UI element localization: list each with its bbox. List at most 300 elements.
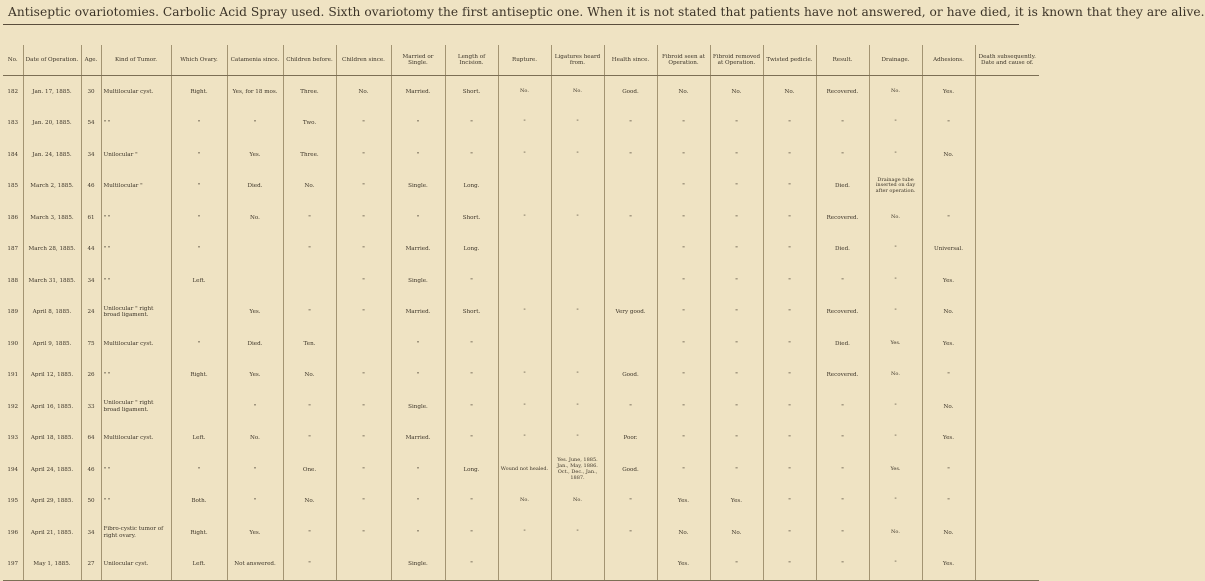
case-number-cell: 186 <box>7 214 19 221</box>
twisted-pedicle-cell: " <box>763 297 816 329</box>
adhesions-cell: No. <box>922 139 975 171</box>
result-cell: " <box>816 265 869 297</box>
children-before-cell: " <box>283 423 336 455</box>
table-row <box>3 549 1039 581</box>
case-number-cell: 192 <box>7 403 19 410</box>
drainage-cell: " <box>869 486 922 518</box>
fibroid-seen-cell: " <box>657 328 710 360</box>
death-subsequently-cell <box>975 391 1039 423</box>
catamenia-since-cell: " <box>227 391 283 423</box>
case-number-cell: 185 <box>7 183 19 190</box>
fibroid-removed-cell: " <box>710 297 763 329</box>
age-cell: 54 <box>81 108 101 140</box>
health-since-cell: Good. <box>604 76 657 108</box>
children-since-cell: " <box>336 297 391 329</box>
tumor-kind-cell: Multilocular cyst. <box>101 423 171 455</box>
result-cell: " <box>816 486 869 518</box>
death-subsequently-cell <box>975 139 1039 171</box>
death-subsequently-cell <box>975 486 1039 518</box>
tumor-kind-cell: Multilocular cyst. <box>101 76 171 108</box>
death-subsequently-cell <box>975 108 1039 140</box>
age-cell: 46 <box>81 454 101 486</box>
married-or-single-cell: Married. <box>391 423 445 455</box>
health-since-cell: Good. <box>604 454 657 486</box>
rupture-cell: " <box>498 391 551 423</box>
children-before-cell: Three. <box>283 76 336 108</box>
ligatures-heard-cell <box>551 328 604 360</box>
age-cell: 34 <box>81 265 101 297</box>
age-cell: 24 <box>81 297 101 329</box>
operation-date-cell: Jan. 20, 1885. <box>23 108 81 140</box>
drainage-cell: " <box>869 234 922 266</box>
catamenia-since-cell: Yes, for 18 mos. <box>227 76 283 108</box>
health-since-cell: " <box>604 517 657 549</box>
tumor-kind-cell: Multilocular " <box>101 171 171 203</box>
result-cell: " <box>816 423 869 455</box>
result-cell: " <box>816 517 869 549</box>
rupture-cell <box>498 328 551 360</box>
married-or-single-cell: " <box>391 139 445 171</box>
result-cell: Died. <box>816 171 869 203</box>
case-number-cell: 183 <box>7 120 19 127</box>
children-before-cell: Two. <box>283 108 336 140</box>
table-row <box>3 391 1039 423</box>
health-since-cell: " <box>604 108 657 140</box>
twisted-pedicle-cell: " <box>763 234 816 266</box>
twisted-pedicle-cell: " <box>763 391 816 423</box>
result-cell: Died. <box>816 328 869 360</box>
death-subsequently-cell <box>975 76 1039 108</box>
twisted-pedicle-cell: " <box>763 360 816 392</box>
result-cell: Recovered. <box>816 76 869 108</box>
death-subsequently-cell <box>975 265 1039 297</box>
rupture-cell <box>498 234 551 266</box>
children-since-cell: " <box>336 423 391 455</box>
children-since-cell: " <box>336 517 391 549</box>
column-header: Drainage. <box>869 45 922 76</box>
rupture-cell: " <box>498 297 551 329</box>
incision-length-cell: Long. <box>445 454 498 486</box>
married-or-single-cell: " <box>391 202 445 234</box>
age-cell: 46 <box>81 171 101 203</box>
health-since-cell <box>604 328 657 360</box>
adhesions-cell: No. <box>922 297 975 329</box>
death-subsequently-cell <box>975 297 1039 329</box>
ligatures-heard-cell: " <box>551 391 604 423</box>
catamenia-since-cell: " <box>227 454 283 486</box>
page-title: Antiseptic ovariotomies. Carbolic Acid Spray used. Sixth ovariotomy the first antiseptic one. When it is not stated that patients have not answered, or have died, it is known that they are alive. <box>8 5 1205 19</box>
operation-date-cell: April 12, 1885. <box>23 360 81 392</box>
married-or-single-cell: Single. <box>391 265 445 297</box>
which-ovary-cell: Left. <box>171 549 227 581</box>
married-or-single-cell: Single. <box>391 549 445 581</box>
ligatures-heard-cell: No. <box>551 76 604 108</box>
operation-date-cell: April 8, 1885. <box>23 297 81 329</box>
table-row <box>3 423 1039 455</box>
fibroid-removed-cell: No. <box>710 517 763 549</box>
age-cell: 26 <box>81 360 101 392</box>
married-or-single-cell: Single. <box>391 171 445 203</box>
fibroid-seen-cell: " <box>657 234 710 266</box>
fibroid-seen-cell: Yes. <box>657 549 710 581</box>
result-cell: Recovered. <box>816 202 869 234</box>
table-row <box>3 454 1039 486</box>
ligatures-heard-cell: " <box>551 108 604 140</box>
column-header: Which Ovary. <box>171 45 227 76</box>
rupture-cell <box>498 549 551 581</box>
married-or-single-cell: " <box>391 328 445 360</box>
children-since-cell: " <box>336 486 391 518</box>
adhesions-cell: " <box>922 360 975 392</box>
column-header: Kind of Tumor. <box>101 45 171 76</box>
drainage-cell: " <box>869 297 922 329</box>
children-before-cell: " <box>283 202 336 234</box>
drainage-cell: " <box>869 265 922 297</box>
ligatures-heard-cell: No. <box>551 486 604 518</box>
fibroid-removed-cell: " <box>710 549 763 581</box>
case-number-cell: 182 <box>7 88 19 95</box>
fibroid-removed-cell: Yes. <box>710 486 763 518</box>
which-ovary-cell: Right. <box>171 360 227 392</box>
incision-length-cell: " <box>445 265 498 297</box>
column-header: Result. <box>816 45 869 76</box>
result-cell: Recovered. <box>816 297 869 329</box>
operation-date-cell: April 29, 1885. <box>23 486 81 518</box>
married-or-single-cell: " <box>391 454 445 486</box>
which-ovary-cell <box>171 391 227 423</box>
drainage-cell: No. <box>869 517 922 549</box>
operation-date-cell: April 21, 1885. <box>23 517 81 549</box>
column-header: Twisted pedicle. <box>763 45 816 76</box>
column-header: No. <box>3 45 23 76</box>
table-row <box>3 360 1039 392</box>
fibroid-seen-cell: " <box>657 108 710 140</box>
column-header: Length of Incision. <box>445 45 498 76</box>
twisted-pedicle-cell: " <box>763 171 816 203</box>
rupture-cell: " <box>498 108 551 140</box>
fibroid-removed-cell: " <box>710 328 763 360</box>
fibroid-removed-cell: " <box>710 171 763 203</box>
death-subsequently-cell <box>975 171 1039 203</box>
drainage-cell: " <box>869 391 922 423</box>
case-number-cell: 191 <box>7 372 19 379</box>
fibroid-removed-cell: " <box>710 234 763 266</box>
column-header: Age. <box>81 45 101 76</box>
table-row <box>3 517 1039 549</box>
case-number-cell: 187 <box>7 246 19 253</box>
case-number-cell: 196 <box>7 529 19 536</box>
fibroid-seen-cell: " <box>657 265 710 297</box>
drainage-cell: " <box>869 108 922 140</box>
which-ovary-cell: " <box>171 454 227 486</box>
age-cell: 50 <box>81 486 101 518</box>
catamenia-since-cell: " <box>227 108 283 140</box>
ovariotomy-table <box>3 45 1039 581</box>
column-header: Adhesions. <box>922 45 975 76</box>
rupture-cell: Wound not healed. <box>498 454 551 486</box>
result-cell: " <box>816 108 869 140</box>
drainage-cell: Drainage tube inserted on day after operation. <box>869 171 922 203</box>
result-cell: " <box>816 549 869 581</box>
fibroid-removed-cell: " <box>710 202 763 234</box>
column-header: Ligatures heard from. <box>551 45 604 76</box>
twisted-pedicle-cell: " <box>763 202 816 234</box>
operation-date-cell: March 2, 1885. <box>23 171 81 203</box>
fibroid-removed-cell: " <box>710 360 763 392</box>
incision-length-cell: Short. <box>445 76 498 108</box>
twisted-pedicle-cell: " <box>763 423 816 455</box>
fibroid-seen-cell: " <box>657 454 710 486</box>
health-since-cell: Poor. <box>604 423 657 455</box>
operation-date-cell: March 28, 1885. <box>23 234 81 266</box>
age-cell: 34 <box>81 517 101 549</box>
operation-date-cell: April 24, 1885. <box>23 454 81 486</box>
rupture-cell: " <box>498 517 551 549</box>
case-number-cell: 193 <box>7 435 19 442</box>
catamenia-since-cell <box>227 234 283 266</box>
fibroid-seen-cell: No. <box>657 76 710 108</box>
which-ovary-cell: Right. <box>171 517 227 549</box>
children-before-cell: One. <box>283 454 336 486</box>
case-number-cell: 188 <box>7 277 19 284</box>
adhesions-cell: " <box>922 454 975 486</box>
which-ovary-cell: Right. <box>171 76 227 108</box>
column-header: Married or Single. <box>391 45 445 76</box>
operation-date-cell: April 16, 1885. <box>23 391 81 423</box>
death-subsequently-cell <box>975 454 1039 486</box>
catamenia-since-cell: Yes. <box>227 297 283 329</box>
which-ovary-cell: " <box>171 139 227 171</box>
drainage-cell: No. <box>869 76 922 108</box>
twisted-pedicle-cell: " <box>763 454 816 486</box>
adhesions-cell: " <box>922 486 975 518</box>
ligatures-heard-cell: " <box>551 297 604 329</box>
rupture-cell <box>498 171 551 203</box>
twisted-pedicle-cell: " <box>763 486 816 518</box>
rupture-cell: No. <box>498 486 551 518</box>
case-number-cell: 195 <box>7 498 19 505</box>
twisted-pedicle-cell: " <box>763 108 816 140</box>
ligatures-heard-cell <box>551 234 604 266</box>
incision-length-cell: " <box>445 108 498 140</box>
children-before-cell: " <box>283 297 336 329</box>
catamenia-since-cell: Yes. <box>227 360 283 392</box>
age-cell: 33 <box>81 391 101 423</box>
column-header: Children since. <box>336 45 391 76</box>
children-since-cell: No. <box>336 76 391 108</box>
column-header: Catamenia since. <box>227 45 283 76</box>
tumor-kind-cell: " " <box>101 108 171 140</box>
adhesions-cell: Yes. <box>922 76 975 108</box>
rupture-cell: " <box>498 423 551 455</box>
adhesions-cell: Yes. <box>922 328 975 360</box>
rupture-cell: " <box>498 360 551 392</box>
adhesions-cell: No. <box>922 517 975 549</box>
catamenia-since-cell: Died. <box>227 328 283 360</box>
twisted-pedicle-cell: " <box>763 517 816 549</box>
fibroid-removed-cell: " <box>710 108 763 140</box>
incision-length-cell: " <box>445 391 498 423</box>
health-since-cell: " <box>604 486 657 518</box>
column-header: Fibroid removed at Operation. <box>710 45 763 76</box>
result-cell: " <box>816 454 869 486</box>
tumor-kind-cell: Unilocular " <box>101 139 171 171</box>
children-since-cell: " <box>336 454 391 486</box>
result-cell: " <box>816 391 869 423</box>
tumor-kind-cell: Multilocular cyst. <box>101 328 171 360</box>
fibroid-removed-cell: " <box>710 265 763 297</box>
column-header: Fibroid seen at Operation. <box>657 45 710 76</box>
ligatures-heard-cell <box>551 171 604 203</box>
incision-length-cell: " <box>445 423 498 455</box>
tumor-kind-cell: Unilocular cyst. <box>101 549 171 581</box>
tumor-kind-cell: " " <box>101 454 171 486</box>
drainage-cell: " <box>869 423 922 455</box>
catamenia-since-cell: Yes. <box>227 139 283 171</box>
ligatures-heard-cell: " <box>551 139 604 171</box>
fibroid-seen-cell: " <box>657 202 710 234</box>
adhesions-cell <box>922 171 975 203</box>
catamenia-since-cell: " <box>227 486 283 518</box>
children-since-cell: " <box>336 234 391 266</box>
twisted-pedicle-cell: " <box>763 139 816 171</box>
incision-length-cell: " <box>445 139 498 171</box>
drainage-cell: Yes. <box>869 328 922 360</box>
table-row <box>3 297 1039 329</box>
married-or-single-cell: " <box>391 517 445 549</box>
operation-date-cell: Jan. 17, 1885. <box>23 76 81 108</box>
rupture-cell: " <box>498 202 551 234</box>
fibroid-removed-cell: " <box>710 391 763 423</box>
incision-length-cell: Short. <box>445 202 498 234</box>
catamenia-since-cell <box>227 265 283 297</box>
tumor-kind-cell: Unilocular " right broad ligament. <box>101 391 171 423</box>
which-ovary-cell: " <box>171 202 227 234</box>
married-or-single-cell: Married. <box>391 297 445 329</box>
age-cell: 61 <box>81 202 101 234</box>
table-row <box>3 139 1039 171</box>
case-number-cell: 190 <box>7 340 19 347</box>
table-body <box>3 76 1039 581</box>
result-cell: Died. <box>816 234 869 266</box>
children-since-cell: " <box>336 360 391 392</box>
incision-length-cell: Short. <box>445 297 498 329</box>
health-since-cell <box>604 549 657 581</box>
tumor-kind-cell: Fibro-cystic tumor of right ovary. <box>101 517 171 549</box>
adhesions-cell: No. <box>922 391 975 423</box>
fibroid-removed-cell: " <box>710 423 763 455</box>
drainage-cell: No. <box>869 360 922 392</box>
column-header: Date of Operation. <box>23 45 81 76</box>
fibroid-seen-cell: " <box>657 297 710 329</box>
column-header: Rupture. <box>498 45 551 76</box>
result-cell: Recovered. <box>816 360 869 392</box>
children-before-cell: Three. <box>283 139 336 171</box>
death-subsequently-cell <box>975 360 1039 392</box>
ligatures-heard-cell: " <box>551 202 604 234</box>
fibroid-removed-cell: " <box>710 454 763 486</box>
case-number-cell: 184 <box>7 151 19 158</box>
children-before-cell <box>283 265 336 297</box>
ligatures-heard-cell: " <box>551 360 604 392</box>
tumor-kind-cell: " " <box>101 360 171 392</box>
operation-date-cell: Jan. 24, 1885. <box>23 139 81 171</box>
ligatures-heard-cell <box>551 265 604 297</box>
age-cell: 64 <box>81 423 101 455</box>
table-row <box>3 486 1039 518</box>
table-row <box>3 265 1039 297</box>
drainage-cell: No. <box>869 202 922 234</box>
children-since-cell: " <box>336 139 391 171</box>
health-since-cell: " <box>604 202 657 234</box>
rupture-cell <box>498 265 551 297</box>
incision-length-cell: " <box>445 517 498 549</box>
which-ovary-cell: Left. <box>171 423 227 455</box>
table-row <box>3 76 1039 108</box>
age-cell: 75 <box>81 328 101 360</box>
married-or-single-cell: Married. <box>391 234 445 266</box>
children-before-cell: No. <box>283 486 336 518</box>
catamenia-since-cell: No. <box>227 423 283 455</box>
table-row <box>3 108 1039 140</box>
incision-length-cell: " <box>445 549 498 581</box>
column-header: Health since. <box>604 45 657 76</box>
health-since-cell: " <box>604 139 657 171</box>
children-since-cell: " <box>336 265 391 297</box>
title-rule <box>3 24 1019 25</box>
death-subsequently-cell <box>975 234 1039 266</box>
health-since-cell <box>604 234 657 266</box>
children-before-cell: No. <box>283 171 336 203</box>
health-since-cell: " <box>604 391 657 423</box>
tumor-kind-cell: " " <box>101 265 171 297</box>
table-row <box>3 234 1039 266</box>
case-number-cell: 194 <box>7 466 19 473</box>
case-number-cell: 189 <box>7 309 19 316</box>
adhesions-cell: Universal. <box>922 234 975 266</box>
children-since-cell: " <box>336 391 391 423</box>
fibroid-removed-cell: " <box>710 139 763 171</box>
death-subsequently-cell <box>975 517 1039 549</box>
table-row <box>3 202 1039 234</box>
catamenia-since-cell: Died. <box>227 171 283 203</box>
fibroid-seen-cell: " <box>657 391 710 423</box>
death-subsequently-cell <box>975 423 1039 455</box>
fibroid-seen-cell: " <box>657 139 710 171</box>
which-ovary-cell <box>171 297 227 329</box>
children-since-cell <box>336 328 391 360</box>
children-before-cell: " <box>283 549 336 581</box>
result-cell: " <box>816 139 869 171</box>
ligatures-heard-cell: " <box>551 517 604 549</box>
tumor-kind-cell: " " <box>101 234 171 266</box>
which-ovary-cell: " <box>171 171 227 203</box>
twisted-pedicle-cell: No. <box>763 76 816 108</box>
fibroid-seen-cell: " <box>657 171 710 203</box>
rupture-cell: " <box>498 139 551 171</box>
children-since-cell: " <box>336 108 391 140</box>
drainage-cell: Yes. <box>869 454 922 486</box>
ligatures-heard-cell <box>551 549 604 581</box>
adhesions-cell: Yes. <box>922 423 975 455</box>
drainage-cell: " <box>869 139 922 171</box>
fibroid-seen-cell: " <box>657 360 710 392</box>
fibroid-removed-cell: No. <box>710 76 763 108</box>
children-before-cell: Ten. <box>283 328 336 360</box>
age-cell: 44 <box>81 234 101 266</box>
children-before-cell: " <box>283 391 336 423</box>
table-row <box>3 328 1039 360</box>
